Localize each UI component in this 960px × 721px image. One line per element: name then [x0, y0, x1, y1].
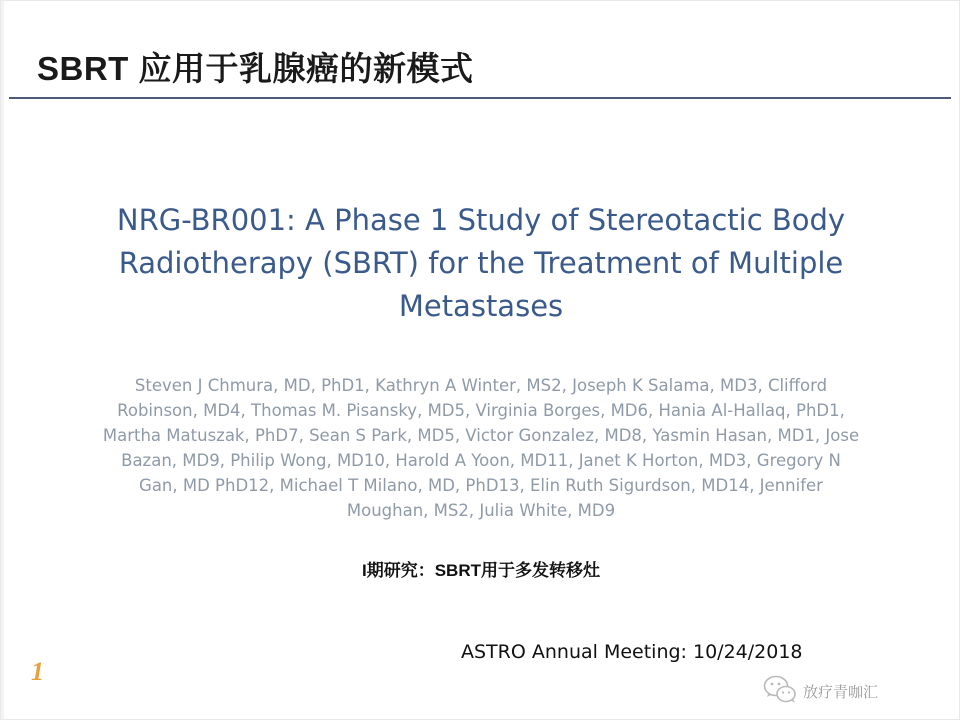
- chinese-subtitle: I期研究：SBRT用于多发转移灶: [362, 561, 600, 580]
- study-title: NRG-BR001: A Phase 1 Study of Stereotactic Body Radiotherapy (SBRT) for the Treatment of Multiple Metastases: [116, 203, 846, 323]
- page-title: SBRT 应用于乳腺癌的新模式: [37, 50, 474, 87]
- title-divider: [9, 97, 951, 99]
- wechat-logo-icon: [763, 673, 797, 707]
- slide-body: [1, 101, 960, 721]
- slide-page-number: 1: [31, 657, 44, 686]
- slide-header: [1, 19, 960, 91]
- watermark-label: 放疗青咖汇: [803, 684, 879, 701]
- watermark: [763, 671, 943, 715]
- author-list: Steven J Chmura, MD, PhD1, Kathryn A Winter, MS2, Joseph K Salama, MD3, Clifford Robinson, MD4, Thomas M. Pisansky, MD5, Virginia Borges, MD6, Hania Al-Hallaq, PhD1, Martha Matuszak, PhD7, Sean S Park, MD5, Victor Gonzalez, MD8, Yasmin Hasan, MD1, Jose Bazan, MD9, Philip Wong, MD10, Harold A Yoon, MD11, Janet K Horton, MD3, Gregory N Gan, MD PhD12, Michael T Milano, MD, PhD13, Elin Ruth Sigurdson, MD14, Jennifer Moughan, MS2, Julia White, MD9: [102, 376, 860, 520]
- meeting-info: ASTRO Annual Meeting: 10/24/2018: [461, 641, 803, 663]
